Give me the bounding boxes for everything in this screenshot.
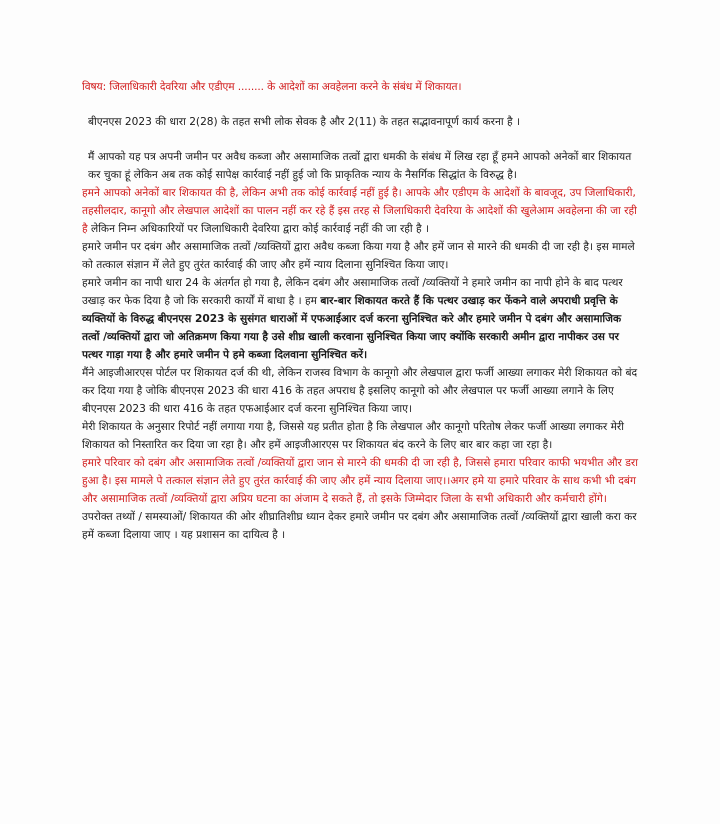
- land-measurement-demand-bold: बार-बार शिकायत करते हैं कि पत्थर उखाड़ कर फेंकने वाले अपराधी प्रवृत्ति के व्यक्तियों के विरुद्ध बीएनएस 2023 के सुसंगत धाराओं में एफआईआर दर्ज करना सुनिश्चित करे और हमारे जमीन पे दबंग और असामाजिक तत्वों /व्यक्तियों द्वारा जो अतिक्रमण किया गया है उसे शीघ्र खाली करवाना सुनिश्चित किया जाए क्योंकि सरकारी अमीन द्वारा नापीकर उस पर पत्थर गाड़ा गया है और हमारे जमीन पे हमे कब्जा दिलवाना सुनिश्चित करें।: [82, 295, 622, 361]
- family-threat-paragraph: हमारे परिवार को दबंग और असामाजिक तत्वों /व्यक्तियों द्वारा जान से मारने की धमकी दी जा रही है, जिससे हमारा परिवार काफी भयभीत और डरा हुआ है। इस मामले पे तत्काल संज्ञान लेते हुए तुरंत कार्रवाई की जाए और हमें न्याय दिलाया जाए।।अगर हमे या हमारे परिवार के साथ कभी भी दबंग और असामाजिक तत्वों /व्यक्तियों द्वारा अप्रिय घटना का अंजाम दे सकते हैं, तो इसके जिम्मेदार जिला के सभी अधिकारी और कर्मचारी होंगे।: [82, 457, 639, 505]
- complaint-tail-text: लेकिन निम्न अधिकारियों पर जिलाधिकारी देवरिया द्वारा कोई कार्रवाई नहीं की जा रही है ।: [87, 223, 430, 235]
- complaint-red-text: हमने आपको अनेकों बार शिकायत की है, लेकिन अभी तक कोई कार्रवाई नहीं हुई है। आपके और एडीएम के आदेशों के बावजूद, उप जिलाधिकारी, तहसीलदार, कानूगो और लेखपाल आदेशों का पालन नहीं कर रहे हैं इस तरह से जिलाधिकारी देवरिया के आदेशों की खुलेआम अवहेलना की जा रही है: [82, 187, 637, 235]
- land-measurement-text: हमारे जमीन का नापी धारा 24 के अंतर्गत हो गया है, लेकिन दबंग और असामाजिक तत्वों /व्यक्तियों ने हमारे जमीन का नापी होने के बाद पत्थर उखाड़ कर फेक दिया है जो कि सरकारी कार्यों में बाधा है । हम: [82, 277, 623, 307]
- land-measurement-paragraph: [82, 274, 642, 364]
- letter-body: [82, 78, 642, 544]
- subject-line: विषय: जिलाधिकारी देवरिया और एडीएम ........ के आदेशों का अवहेलना करने के संबंध में शिकायत।: [82, 81, 462, 93]
- land-occupation-paragraph: हमारे जमीन पर दबंग और असामाजिक तत्वों /व्यक्तियों द्वारा अवैध कब्जा किया गया है और हमें जान से मारने की धमकी दी जा रही है। इस मामले को तत्काल संज्ञान में लेते हुए तुरंत कार्रवाई की जाए और हमें न्याय दिलाना सुनिश्चित किया जाए।: [82, 241, 635, 271]
- closing-paragraph: उपरोक्त तथ्यों / समस्याओं/ शिकायत की ओर शीघ्रातिशीघ्र ध्यान देकर हमारे जमीन पर दबंग और असामाजिक तत्वों /व्यक्तियों द्वारा खाली करा कर हमें कब्जा दिलाया जाए । यह प्रशासन का दायित्व है ।: [82, 511, 637, 541]
- igrs-report-paragraph: मेरी शिकायत के अनुसार रिपोर्ट नहीं लगाया गया है, जिससे यह प्रतीत होता है कि लेखपाल और कानूगो परितोष लेकर फर्जी आख्या लगाकर मेरी शिकायत को निस्तारित कर दिया जा रहा है। और हमें आइजीआरएस पर शिकायत बंद करने के लिए बार बार कहा जा रहा है।: [82, 421, 625, 451]
- section-reference: बीएनएस 2023 की धारा 2(28) के तहत सभी लोक सेवक है और 2(11) के तहत सद्भावनापूर्ण कार्य करना है ।: [88, 116, 520, 128]
- complaint-paragraph-red: [82, 184, 642, 238]
- igrs-complaint-paragraph: मैंने आइजीआरएस पोर्टल पर शिकायत दर्ज की थी, लेकिन राजस्व विभाग के कानूगो और लेखपाल द्वारा फर्जी आख्या लगाकर मेरी शिकायत को बंद कर दिया गया है जोकि बीएनएस 2023 की धारा 416 के तहत अपराध है इसलिए कानूगो को और लेखपाल पर फर्जी आख्या लगाने के लिए बीएनएस 2023 की धारा 416 के तहत एफआईआर दर्ज करना सुनिश्चित किया जाए।: [82, 367, 638, 415]
- intro-paragraph: मैं आपको यह पत्र अपनी जमीन पर अवैध कब्जा और असामाजिक तत्वों द्वारा धमकी के संबंध में लिख रहा हूँ हमने आपको अनेकों बार शिकायत कर चुका हूं लेकिन अब तक कोई सापेक्ष कार्रवाई नहीं हुई जो कि प्राकृतिक न्याय के नैसर्गिक सिद्धांत के विरुद्ध है।: [88, 151, 632, 181]
